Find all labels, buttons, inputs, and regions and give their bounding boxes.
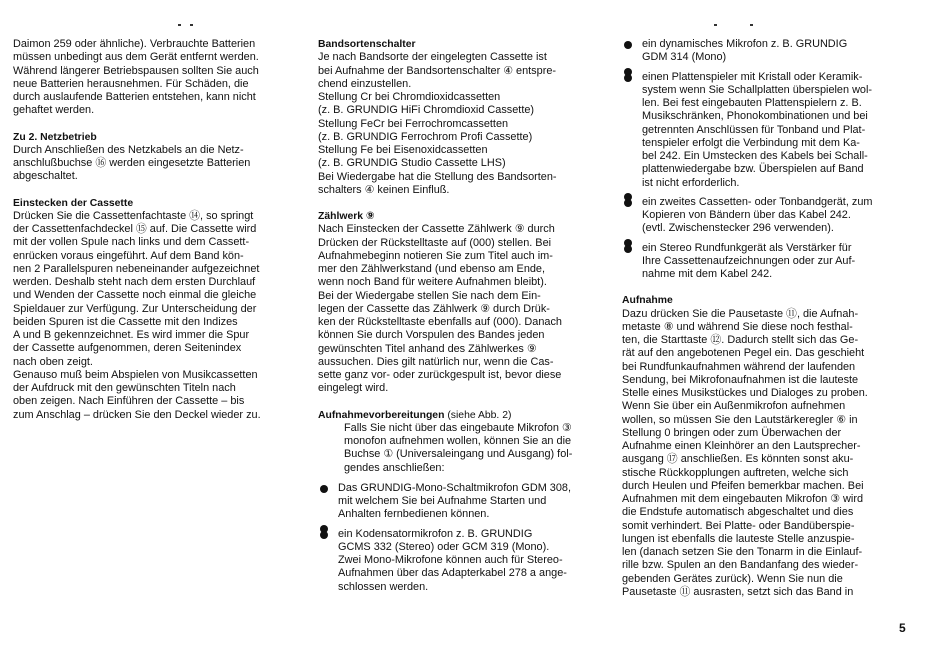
list-item: einen Plattenspieler mit Kristall oder Keramik- system wenn Sie Schallplatten überspielen wol- len. Bei fest eingebauten Plattenspielern z. B. Musikschränken, Phonokombinationen und bei getrennten Anschlüssen für Tonband und Plat- tenspieler erfolgt die Verbindung mit dem Ka- bel 242. Ein Umstecken des Kabels bei Schall- plattenwiedergabe bzw. Überspielen auf Band ist nicht erforderlich.: [622, 71, 912, 190]
zaehlwerk-paragraph: Nach Einstecken der Cassette Zählwerk ⑨ durch Drücken der Rückstelltaste auf (000) stellen. Bei Aufnahmebeginn notieren Sie zum Titel auch im- mer den Zählwerkstand (und ebenso am Ende, wenn noch Band für weitere Aufnahmen bleibt). Bei der Wiedergabe stellen Sie nach dem Ein- legen der Cassette das Zählwerk ⑨ durch Drük- ken der Rückstelltaste ebenfalls auf (000). Danach können Sie durch Vorspulen des Bandes jeden gewünschten Titel anhand des Zählwerkes ⑨ aussuchen. Dies gilt natürlich nur, wenn die Cas- sette ganz vor- oder zurückgespult ist, bevor diese eingelegt wird.: [318, 223, 562, 395]
heading-netzbetrieb: Zu 2. Netzbetrieb: [13, 131, 97, 143]
cassette-paragraph: Drücken Sie die Cassettenfachtaste ⑭, so springt der Cassettenfachdeckel ⑮ auf. Die Cassette wird mit der vollen Spule nach links und dem Cassett- enrücken voraus eingeführt. Auf dem Band kön- nen 2 Parallelspuren nebeneinander aufgezeichnet werden. Deshalb steht nach dem ersten Durchlauf und Wenden der Cassette noch einmal die gleiche Spieldauer zur Verfügung. Zur Unterscheidung der beiden Spuren ist die Cassette mit den Indizes A und B gekennzeichnet. Es wird immer die Spur der Cassette aufgenommen, deren Seitenindex nach oben zeigt. Genauso muß beim Abspielen von Musikcassetten der Aufdruck mit den gewünschten Titeln nach oben zeigen. Nach Einführen der Cassette – bis zum Anschlag – drücken Sie den Deckel wieder zu.: [13, 209, 261, 421]
aufnahmevorbereitungen-paragraph: Falls Sie nicht über das eingebaute Mikrofon ③ monofon aufnehmen wollen, können Sie an die Buchse ① (Universaleingang und Ausgang) fol- gendes anschließen:: [344, 421, 573, 474]
heading-aufnahme: Aufnahme: [622, 295, 673, 307]
source-list-middle: [318, 482, 605, 594]
netzbetrieb-paragraph: Durch Anschließen des Netzkabels an die Netz- anschlußbuchse ⑯ werden eingesetzte Batterien abgeschaltet.: [13, 143, 251, 183]
list-item: ein Kodensatormikrofon z. B. GRUNDIG GCMS 332 (Stereo) oder GCM 319 (Mono). Zwei Mono-Mikrofone können auch für Stereo- Aufnahmen über das Adapterkabel 278 a ange- schlossen werden.: [318, 528, 605, 594]
list-item: Das GRUNDIG-Mono-Schaltmikrofon GDM 308, mit welchem Sie bei Aufnahme Starten und Anhalten fernbedienen können.: [318, 482, 605, 522]
heading-zaehlwerk: Zählwerk ⑨: [318, 211, 375, 222]
page-number: 5: [899, 621, 906, 635]
bandsortenschalter-paragraph: Je nach Bandsorte der eingelegten Cassette ist bei Aufnahme der Bandsortenschalter ④ entspre- chend einzustellen. Stellung Cr bei Chromdioxidcassetten (z. B. GRUNDIG HiFi Chromdioxid Cassette) Stellung FeCr bei Ferrochromcassetten (z. B. GRUNDIG Ferrochrom Profi Cassette) Stellung Fe bei Eisenoxidcassetten (z. B. GRUNDIG Studio Cassette LHS) Bei Wiedergabe hat die Stellung des Bandsorten- schalters ④ keinen Einfluß.: [318, 51, 557, 196]
column-middle: [318, 38, 605, 594]
source-list-right: [622, 38, 912, 281]
heading-einstecken-cassette: Einstecken der Cassette: [13, 197, 134, 209]
list-item: ein zweites Cassetten- oder Tonbandgerät, zum Kopieren von Bändern über das Kabel 242. (evtl. Zwischenstecker 296 verwenden).: [622, 196, 912, 236]
heading-bandsortenschalter: Bandsortenschalter: [318, 39, 416, 50]
list-item: ein Stereo Rundfunkgerät als Verstärker für Ihre Cassettenaufzeichnungen oder zur Auf- nahme mit dem Kabel 242.: [622, 242, 912, 282]
aufnahme-paragraph: Dazu drücken Sie die Pausetaste ⑪, die Aufnah- metaste ⑧ und während Sie diese noch festhal- ten, die Starttaste ⑫. Dadurch stellt sich das Ge- rät auf den angebotenen Pegel ein. Das geschieht bei Rundfunkaufnahmen während der laufenden Sendung, bei Mikrofonaufnahmen ist die lauteste Stelle eines Musikstückes und Dialoges zu proben. Wenn Sie über ein Außenmikrofon aufnehmen wollen, so müssen Sie den Lautstärkeregler ⑥ in Stellung 0 bringen oder zum Überwachen der Aufnahme einen Kleinhörer an den Lautsprecher- ausgang ⑰ anschließen. Es könnten sonst aku- stische Rückkopplungen auftreten, welche sich durch Heulen und Pfeifen bemerkbar machen. Bei Aufnahmen mit dem eingebauten Mikrofon ③ wird die Endstufe automatisch abgeschaltet und dies somit verhindert. Bei Platte- oder Bandüberspie- lungen ist ebenfalls die lauteste Stelle anzuspie- len (danach setzen Sie den Tonarm in die Einlauf- rille bzw. Spulen an den Bandanfang des wieder- gebenden Gerätes zurück). Wenn Sie nun die Pausetaste ⑪ ausrasten, setzt sich das Band in: [622, 307, 868, 598]
column-right: [622, 38, 912, 599]
column-left: [13, 38, 301, 422]
heading-aufnahmevorbereitungen: Aufnahmevorbereitungen (siehe Abb. 2): [318, 409, 512, 421]
list-item: ein dynamisches Mikrofon z. B. GRUNDIG GDM 314 (Mono): [622, 38, 912, 65]
battery-paragraph: Daimon 259 oder ähnliche). Verbrauchte Batterien müssen unbedingt aus dem Gerät entfernt werden. Während längerer Betriebspausen sollten Sie auch neue Batterien herausnehmen. Für Schäden, die durch auslaufende Batterien entstehen, kann nicht gehaftet werden.: [13, 38, 259, 117]
